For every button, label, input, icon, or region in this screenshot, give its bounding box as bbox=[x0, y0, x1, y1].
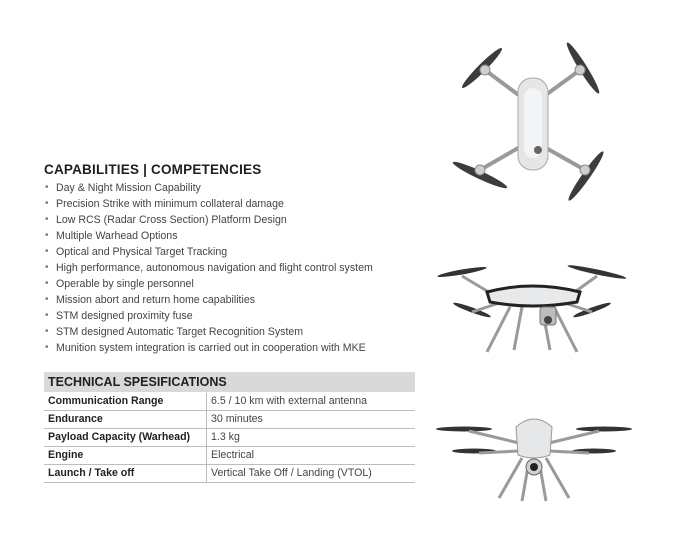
capability-item: • STM designed Automatic Target Recognition System bbox=[45, 326, 304, 338]
spec-label: Engine bbox=[44, 447, 207, 465]
spec-value: 1.3 kg bbox=[207, 429, 416, 447]
bullet-icon: • bbox=[45, 294, 49, 305]
drone-top-view-image bbox=[440, 30, 625, 215]
spec-value: 30 minutes bbox=[207, 411, 416, 429]
capability-item: • Precision Strike with minimum collateral damage bbox=[45, 198, 284, 210]
table-row bbox=[44, 465, 415, 483]
spec-value: 6.5 / 10 km with external antenna bbox=[207, 393, 416, 411]
drone-front-view-image bbox=[434, 403, 634, 503]
capability-item: • Low RCS (Radar Cross Section) Platform Design bbox=[45, 214, 287, 226]
bullet-icon: • bbox=[45, 326, 49, 337]
bullet-icon: • bbox=[45, 262, 49, 273]
spec-label: Communication Range bbox=[44, 393, 207, 411]
spec-label: Payload Capacity (Warhead) bbox=[44, 429, 207, 447]
bullet-icon: • bbox=[45, 278, 49, 289]
capability-item: • STM designed proximity fuse bbox=[45, 310, 193, 322]
drone-side-view-image bbox=[432, 262, 632, 357]
bullet-icon: • bbox=[45, 182, 49, 193]
capability-item: • Munition system integration is carried out in cooperation with MKE bbox=[45, 342, 366, 354]
table-row bbox=[44, 429, 415, 447]
table-row bbox=[44, 411, 415, 429]
bullet-icon: • bbox=[45, 342, 49, 353]
capability-item: • Operable by single personnel bbox=[45, 278, 194, 290]
spec-value: Vertical Take Off / Landing (VTOL) bbox=[207, 465, 416, 483]
bullet-icon: • bbox=[45, 214, 49, 225]
bullet-icon: • bbox=[45, 310, 49, 321]
table-row bbox=[44, 447, 415, 465]
capabilities-title: CAPABILITIES | COMPETENCIES bbox=[44, 162, 262, 177]
technical-specifications-title: TECHNICAL SPESIFICATIONS bbox=[44, 372, 415, 392]
technical-specifications-table bbox=[44, 393, 415, 483]
spec-label: Endurance bbox=[44, 411, 207, 429]
capabilities-list bbox=[44, 180, 414, 356]
capability-item: • Day & Night Mission Capability bbox=[45, 182, 201, 194]
capability-item: • Multiple Warhead Options bbox=[45, 230, 178, 242]
bullet-icon: • bbox=[45, 230, 49, 241]
capability-item: • Mission abort and return home capabilities bbox=[45, 294, 256, 306]
capability-item: • High performance, autonomous navigation and flight control system bbox=[45, 262, 373, 274]
capability-item: • Optical and Physical Target Tracking bbox=[45, 246, 228, 258]
bullet-icon: • bbox=[45, 246, 49, 257]
spec-label: Launch / Take off bbox=[44, 465, 207, 483]
table-row bbox=[44, 393, 415, 411]
bullet-icon: • bbox=[45, 198, 49, 209]
spec-value: Electrical bbox=[207, 447, 416, 465]
